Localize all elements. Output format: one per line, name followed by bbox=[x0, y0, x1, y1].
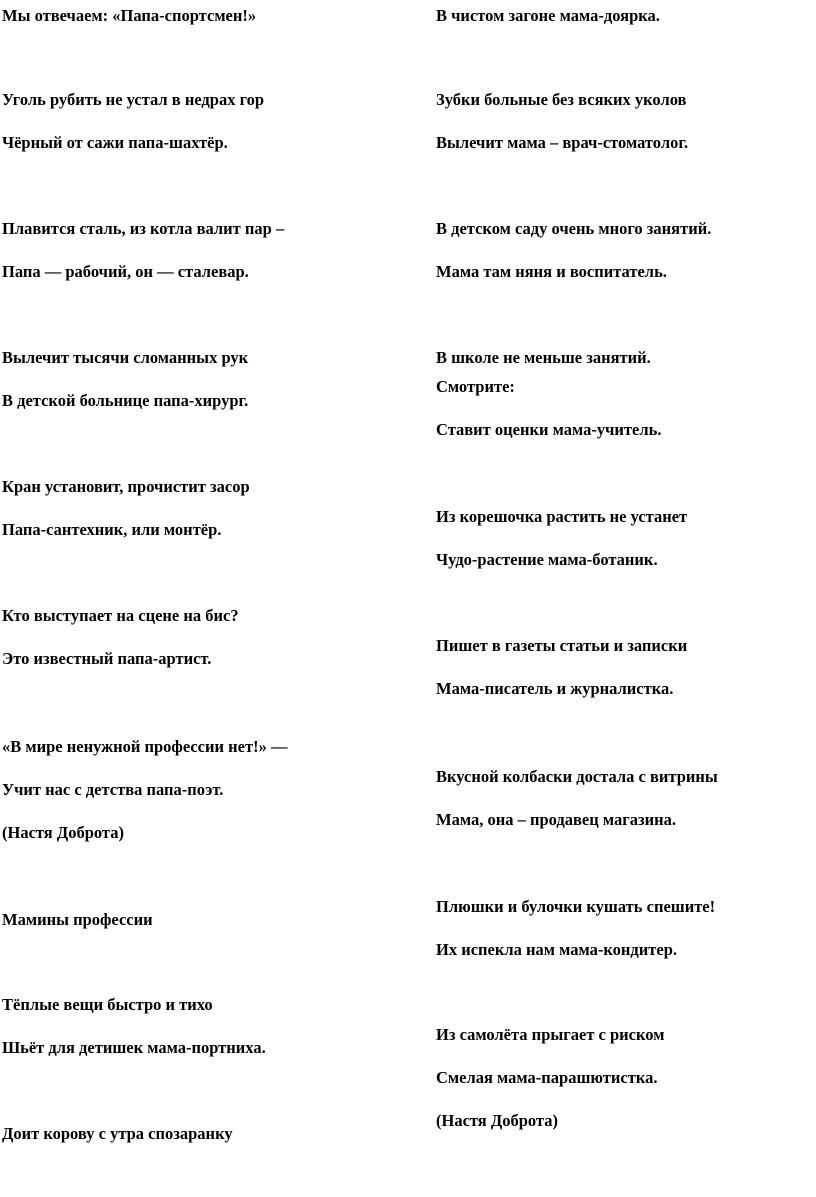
poem-line: Смотрите: bbox=[436, 377, 515, 396]
poem-line: Из корешочка растить не устанет bbox=[436, 507, 688, 526]
poem-line: Кран установит, прочистит засор bbox=[2, 477, 250, 496]
poem-line: Шьёт для детишек мама-портниха. bbox=[2, 1038, 266, 1057]
poem-line: Учит нас с детства папа-поэт. bbox=[2, 780, 224, 799]
poem-line: В детском саду очень много занятий. bbox=[436, 219, 712, 238]
poem-line: «В мире ненужной профессии нет!» — bbox=[2, 737, 288, 756]
poem-line: Уголь рубить не устал в недрах гор bbox=[2, 90, 265, 109]
poem-line: Плюшки и булочки кушать спешите! bbox=[436, 897, 716, 916]
poem-line: Из самолёта прыгает с риском bbox=[436, 1025, 665, 1044]
poem-line: Вылечит мама – врач-стоматолог. bbox=[436, 133, 689, 152]
poem-author: (Настя Доброта) bbox=[2, 823, 124, 842]
poem-title: Мамины профессии bbox=[2, 910, 153, 929]
poem-line: Кто выступает на сцене на бис? bbox=[2, 606, 239, 625]
poem-line: Мама-писатель и журналистка. bbox=[436, 679, 674, 698]
poem-line: Тёплые вещи быстро и тихо bbox=[2, 995, 213, 1014]
poem-line: Мы отвечаем: «Папа-спортсмен!» bbox=[2, 6, 257, 25]
poem-line: Мама там няня и воспитатель. bbox=[436, 262, 667, 281]
poem-line: В детской больнице папа-хирург. bbox=[2, 391, 249, 410]
poem-line: Их испекла нам мама-кондитер. bbox=[436, 940, 678, 959]
poem-line: Чёрный от сажи папа-шахтёр. bbox=[2, 133, 228, 152]
poem-line: Ставит оценки мама-учитель. bbox=[436, 420, 662, 439]
poem-line: В школе не меньше занятий. bbox=[436, 348, 651, 367]
poem-line: Смелая мама-парашютистка. bbox=[436, 1068, 658, 1087]
poem-line: Мама, она – продавец магазина. bbox=[436, 810, 677, 829]
poem-line: Плавится сталь, из котла валит пар – bbox=[2, 219, 285, 238]
poem-line: Зубки больные без всяких уколов bbox=[436, 90, 687, 109]
poem-line: Это известный папа-артист. bbox=[2, 649, 212, 668]
poem-line: Папа-сантехник, или монтёр. bbox=[2, 520, 222, 539]
poem-line: Вылечит тысячи сломанных рук bbox=[2, 348, 249, 367]
poem-line: В чистом загоне мама-доярка. bbox=[436, 6, 660, 25]
poem-line: Вкусной колбаски достала с витрины bbox=[436, 767, 718, 786]
poem-line: Чудо-растение мама-ботаник. bbox=[436, 550, 658, 569]
poem-line: Пишет в газеты статьи и записки bbox=[436, 636, 688, 655]
poem-line: Доит корову с утра спозаранку bbox=[2, 1124, 233, 1143]
poem-author: (Настя Доброта) bbox=[436, 1111, 558, 1130]
poem-line: Папа — рабочий, он — сталевар. bbox=[2, 262, 249, 281]
